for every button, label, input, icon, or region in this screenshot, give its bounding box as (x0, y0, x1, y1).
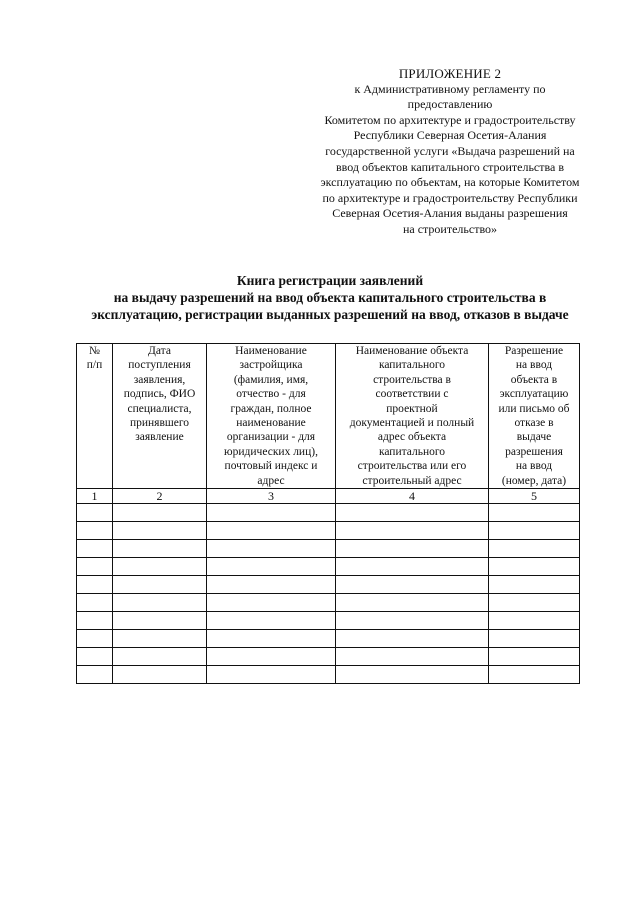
table-cell (489, 558, 580, 576)
table-row (77, 522, 580, 540)
header-line: № (89, 345, 100, 357)
appendix-line: Северная Осетия-Алания выданы разрешения (332, 206, 568, 221)
appendix-line: Республики Северная Осетия-Алания (353, 128, 547, 143)
table-cell (336, 522, 489, 540)
table-row (77, 540, 580, 558)
header-line: адрес (257, 474, 285, 487)
table-cell (113, 576, 207, 594)
table-cell (207, 576, 336, 594)
appendix-line: к Административному регламенту по (354, 81, 546, 96)
table-cell (336, 612, 489, 630)
registration-table (76, 343, 580, 684)
table-cell (207, 558, 336, 576)
header-line: подпись, ФИО (123, 388, 196, 401)
header-line: строительства или его (357, 460, 467, 473)
header-line: на ввод (515, 460, 553, 473)
header-line: проектной (386, 402, 438, 415)
appendix-line: государственной услуги «Выдача разрешений на (325, 143, 575, 158)
table-row (77, 504, 580, 522)
header-line: организации - для (226, 431, 316, 444)
header-line: граждан, полное (230, 402, 312, 415)
table-cell (207, 594, 336, 612)
table-cell (207, 540, 336, 558)
header-line: капитального (378, 359, 446, 372)
header-cell-permit (489, 344, 580, 489)
appendix-line: на строительство» (402, 221, 498, 236)
table-cell (489, 522, 580, 540)
header-line: Наименование объекта (355, 345, 469, 357)
header-line: наименование (236, 417, 306, 430)
header-line: соответствии с (375, 388, 449, 401)
table-cell (77, 612, 113, 630)
header-line: строительства в (373, 373, 451, 386)
header-line: поступления (128, 359, 191, 372)
header-line: объекта в (510, 373, 558, 386)
table-cell (336, 594, 489, 612)
table-cell (113, 630, 207, 648)
header-line: документацией и полный (349, 417, 475, 430)
table-cell (207, 522, 336, 540)
appendix-line: ввод объектов капитального строительства в (336, 159, 564, 174)
table-cell (207, 666, 336, 684)
header-line: п/п (86, 359, 103, 372)
table-cell (113, 522, 207, 540)
header-line: заявления, (133, 373, 186, 386)
table-cell (77, 666, 113, 684)
document-title (60, 272, 600, 323)
header-line: разрешения (505, 445, 563, 458)
title-line: эксплуатацию, регистрации выданных разрешений на ввод, отказов в выдаче (91, 307, 569, 322)
table-cell (336, 504, 489, 522)
header-line: Наименование (235, 345, 307, 357)
table-row (77, 630, 580, 648)
header-line: отчество - для (236, 388, 306, 401)
header-cell-date (113, 344, 207, 489)
header-line: юридических лиц), (224, 445, 318, 458)
table-cell (336, 666, 489, 684)
header-line: отказе в (514, 417, 554, 430)
table-cell (113, 612, 207, 630)
header-cell-object (336, 344, 489, 489)
header-line: эксплуатацию (499, 388, 569, 401)
table-cell (489, 648, 580, 666)
header-line: специалиста, (127, 402, 192, 415)
table-cell (489, 612, 580, 630)
header-cell-number (77, 344, 113, 489)
header-line: или письмо об (498, 402, 570, 415)
table-cell (77, 594, 113, 612)
table-cell (113, 540, 207, 558)
table-cell (336, 630, 489, 648)
table-cell (207, 648, 336, 666)
column-number: 4 (336, 489, 489, 504)
appendix-line: Комитетом по архитектуре и градостроительству (324, 112, 576, 127)
header-line: Разрешение (504, 345, 564, 357)
header-line: заявление (135, 431, 184, 444)
table-row (77, 666, 580, 684)
column-number: 1 (77, 489, 113, 504)
title-line: Книга регистрации заявлений (236, 273, 424, 288)
table-cell (113, 648, 207, 666)
header-line: (номер, дата) (501, 474, 567, 487)
table-row (77, 612, 580, 630)
table-cell (207, 612, 336, 630)
table-row (77, 594, 580, 612)
appendix-line: предоставлению (407, 97, 493, 112)
appendix-line: эксплуатацию по объектам, на которые Комитетом (320, 175, 580, 190)
appendix-block (300, 66, 600, 238)
table-cell (336, 648, 489, 666)
table-cell (77, 558, 113, 576)
header-cell-developer (207, 344, 336, 489)
table-cell (336, 540, 489, 558)
table-cell (207, 504, 336, 522)
table-cell (489, 594, 580, 612)
title-line: на выдачу разрешений на ввод объекта капитального строительства в (113, 290, 547, 305)
table-row (77, 576, 580, 594)
table-cell (77, 576, 113, 594)
column-number: 5 (489, 489, 580, 504)
header-line: почтовый индекс и (224, 460, 318, 473)
table-cell (489, 576, 580, 594)
table-cell (77, 630, 113, 648)
header-line: принявшего (129, 417, 190, 430)
table-row (77, 558, 580, 576)
table-body (77, 489, 580, 684)
header-line: адрес объекта (377, 431, 447, 444)
table-cell (77, 648, 113, 666)
table-cell (489, 504, 580, 522)
column-number: 2 (113, 489, 207, 504)
header-line: выдаче (516, 431, 552, 444)
table-cell (113, 504, 207, 522)
table-cell (113, 594, 207, 612)
table-cell (489, 540, 580, 558)
table-cell (336, 576, 489, 594)
header-line: застройщика (239, 359, 303, 372)
header-line: строительный адрес (362, 474, 462, 487)
table-cell (113, 666, 207, 684)
column-number-row (77, 489, 580, 504)
table-cell (77, 504, 113, 522)
table-cell (77, 540, 113, 558)
column-number: 3 (207, 489, 336, 504)
table-row (77, 648, 580, 666)
header-line: (фамилия, имя, (233, 373, 309, 386)
table-cell (77, 522, 113, 540)
table-cell (207, 630, 336, 648)
table-cell (113, 558, 207, 576)
header-line: капитального (378, 445, 446, 458)
header-line: Дата (148, 345, 171, 357)
table-cell (489, 630, 580, 648)
table-cell (336, 558, 489, 576)
table-header-row (77, 344, 580, 489)
table-cell (489, 666, 580, 684)
header-line: на ввод (515, 359, 553, 372)
appendix-heading: ПРИЛОЖЕНИЕ 2 (398, 66, 502, 81)
appendix-line: по архитектуре и градостроительству Республики (322, 190, 578, 205)
